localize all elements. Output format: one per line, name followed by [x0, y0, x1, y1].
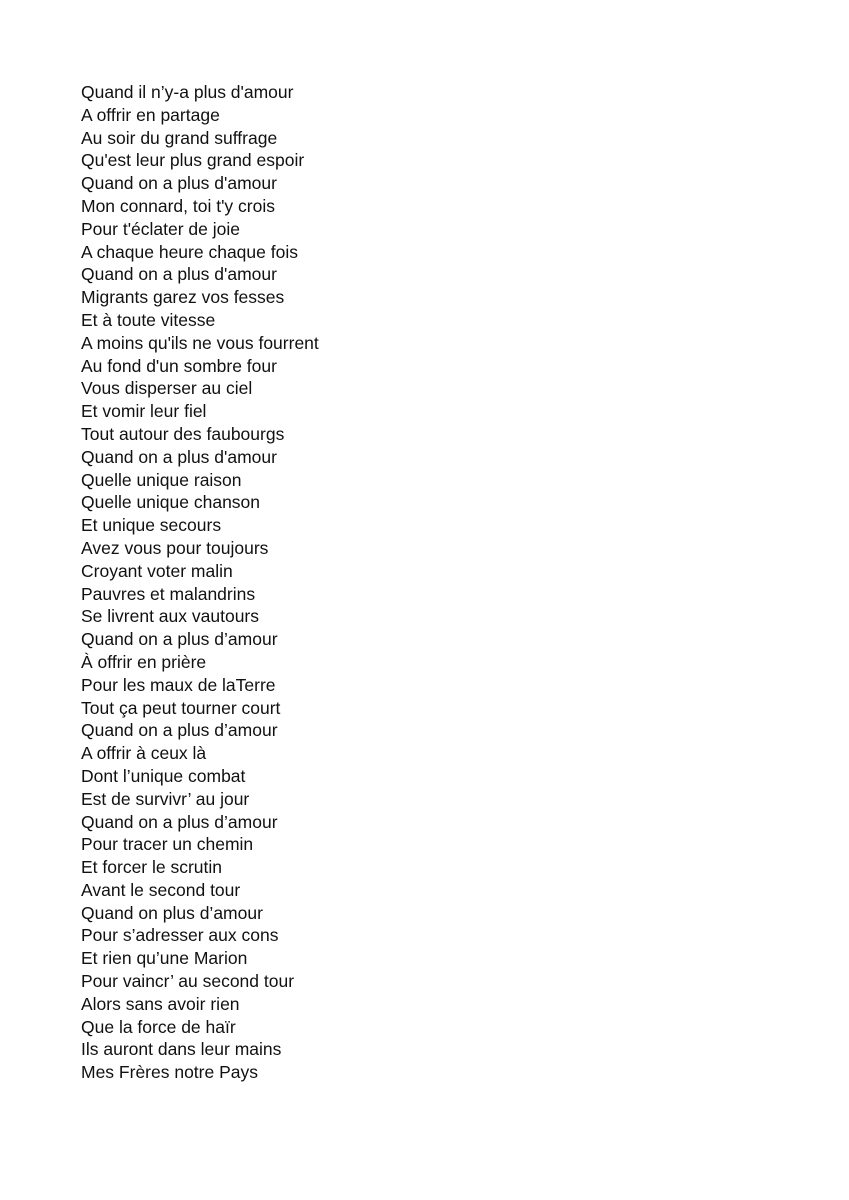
poem-line: Tout ça peut tourner court: [81, 697, 281, 718]
poem-line: Au fond d'un sombre four: [81, 355, 277, 376]
poem-line: A offrir en partage: [81, 104, 220, 125]
poem-line: Que la force de haïr: [81, 1016, 236, 1037]
poem-line: Quand on a plus d’amour: [81, 720, 278, 741]
poem-line: Dont l’unique combat: [81, 765, 246, 786]
poem-line: Au soir du grand suffrage: [81, 127, 278, 148]
poem-line: Pour s’adresser aux cons: [81, 925, 279, 946]
poem-line: Quand on a plus d'amour: [81, 264, 277, 285]
poem-line: Vous disperser au ciel: [81, 378, 253, 399]
poem-line: Mes Frères notre Pays: [81, 1062, 258, 1083]
poem-line: Qu'est leur plus grand espoir: [81, 150, 305, 171]
poem-line: Quand il n’y-a plus d'amour: [81, 82, 294, 102]
poem-line: Quand on plus d’amour: [81, 902, 263, 923]
poem-line: Pour vaincr’ au second tour: [81, 971, 295, 992]
poem-line: Est de survivr’ au jour: [81, 788, 250, 809]
poem-line: Quand on a plus d’amour: [81, 811, 278, 832]
poem-line: Et rien qu’une Marion: [81, 948, 248, 969]
poem-line: À offrir en prière: [81, 651, 207, 672]
poem-line: Migrants garez vos fesses: [81, 287, 285, 308]
poem-line: A chaque heure chaque fois: [81, 241, 298, 262]
poem-line: Pauvres et malandrins: [81, 583, 256, 604]
poem-line: Ils auront dans leur mains: [81, 1039, 282, 1060]
poem-line: Et unique secours: [81, 515, 222, 536]
poem-line: A offrir à ceux là: [81, 743, 207, 764]
poem-line: Quand on a plus d'amour: [81, 446, 277, 467]
poem-text: [81, 81, 319, 1084]
poem-line: Quand on a plus d’amour: [81, 629, 278, 650]
poem-line: Tout autour des faubourgs: [81, 423, 285, 444]
poem-line: Et à toute vitesse: [81, 309, 216, 330]
poem-line: Pour les maux de laTerre: [81, 674, 276, 695]
poem-line: Mon connard, toi t'y crois: [81, 195, 275, 216]
poem-line: Alors sans avoir rien: [81, 993, 240, 1014]
poem-line: Quand on a plus d'amour: [81, 173, 277, 194]
poem-line: Quelle unique chanson: [81, 492, 261, 513]
poem-line: Pour t'éclater de joie: [81, 218, 240, 239]
poem-line: Pour tracer un chemin: [81, 834, 254, 855]
poem-line: Croyant voter malin: [81, 560, 233, 581]
poem-line: Avant le second tour: [81, 879, 241, 900]
poem-line: A moins qu'ils ne vous fourrent: [81, 332, 319, 353]
poem-line: Et forcer le scrutin: [81, 857, 223, 878]
poem-line: Avez vous pour toujours: [81, 537, 269, 558]
poem-line: Quelle unique raison: [81, 469, 242, 490]
poem-line: Et vomir leur fiel: [81, 401, 207, 422]
poem-line: Se livrent aux vautours: [81, 606, 260, 627]
